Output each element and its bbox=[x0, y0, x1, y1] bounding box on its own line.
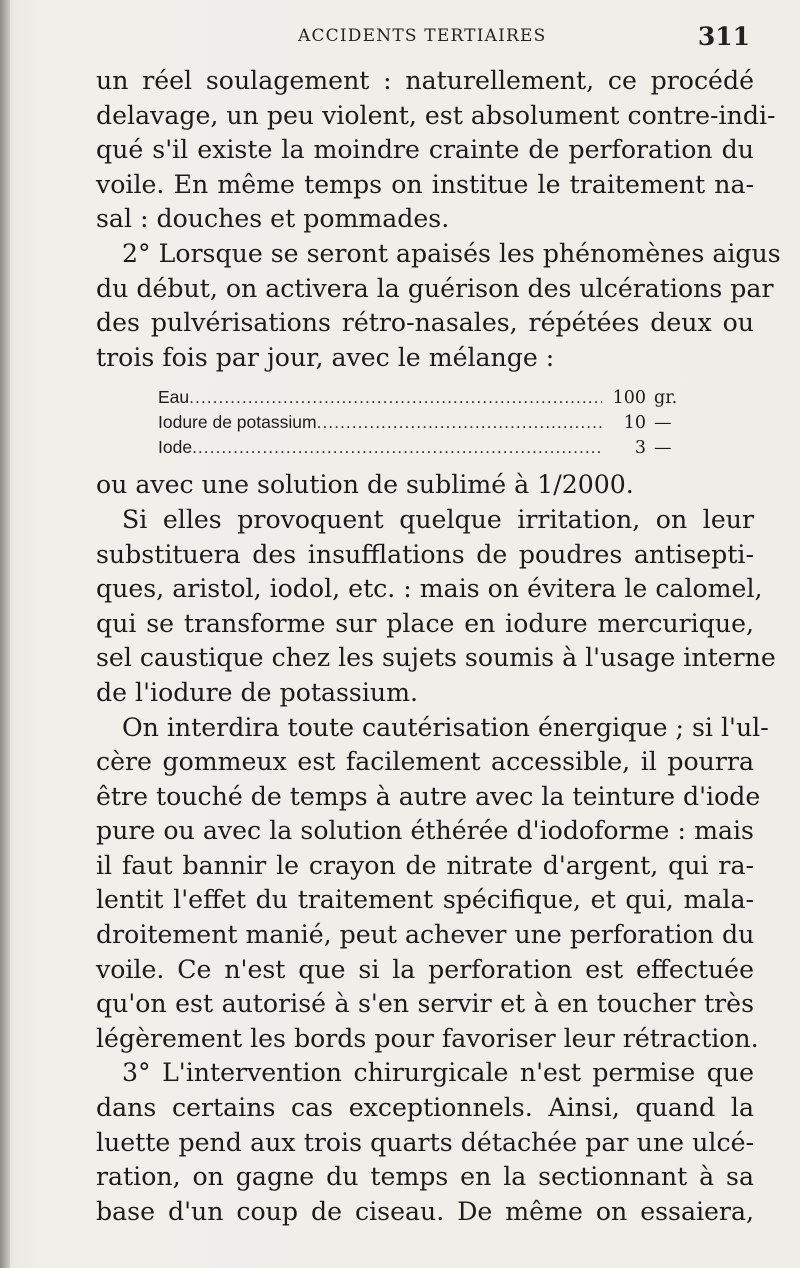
text-line: luette pend aux trois quarts détachée par une ulcé- bbox=[96, 1127, 754, 1157]
text-line: des pulvérisations rétro-nasales, répétées deux ou bbox=[96, 308, 754, 338]
text-line: qui se transforme sur place en iodure mercurique, bbox=[96, 608, 754, 638]
text-line: substituera des insufflations de poudres antisepti- bbox=[96, 539, 754, 569]
page-header bbox=[0, 22, 800, 52]
running-head: ACCIDENTS TERTIAIRES bbox=[298, 26, 547, 46]
ingredient-name: Eau bbox=[158, 387, 190, 408]
text-line: du début, on activera la guérison des ulcérations par bbox=[96, 273, 774, 303]
text-line: dans certains cas exceptionnels. Ainsi, quand la bbox=[96, 1093, 754, 1123]
paragraph-2 bbox=[96, 237, 781, 375]
body-text bbox=[96, 64, 781, 1229]
leader-dots bbox=[192, 435, 602, 459]
text-line: lentit l'effet du traitement spécifique, et qui, mala- bbox=[96, 885, 754, 915]
leader-dots bbox=[189, 385, 602, 409]
text-line: un réel soulagement : naturellement, ce procédé bbox=[96, 66, 754, 95]
text-line: légèrement les bords pour favoriser leur rétraction. bbox=[96, 1023, 759, 1053]
ingredient-unit: — bbox=[654, 413, 672, 434]
text-line: sel caustique chez les sujets soumis à l'usage interne bbox=[96, 643, 776, 673]
text-line: trois fois par jour, avec le mélange : bbox=[96, 342, 555, 372]
ingredient-quantity: 3 bbox=[634, 438, 646, 459]
ingredient-unit: — bbox=[654, 438, 672, 459]
text-line: être touché de temps à autre avec la teinture d'iode bbox=[96, 781, 761, 811]
text-line: base d'un coup de ciseau. De même on essaiera, bbox=[96, 1196, 754, 1226]
text-line: 3° L'intervention chirurgicale n'est permise que bbox=[122, 1058, 754, 1088]
text-line: 2° Lorsque se seront apaisés les phénomènes aigus bbox=[122, 238, 781, 268]
text-line: ques, aristol, iodol, etc. : mais on évitera le calomel, bbox=[96, 574, 763, 604]
page-number: 311 bbox=[697, 22, 750, 51]
text-line: pure ou avec la solution éthérée d'iodoforme : mais bbox=[96, 816, 754, 846]
paragraph-3 bbox=[96, 468, 754, 503]
leader-dots bbox=[317, 410, 602, 434]
recipe-row bbox=[158, 435, 714, 460]
ingredient-unit: gr. bbox=[654, 388, 678, 409]
ingredient-name: Iodure de potassium bbox=[158, 412, 317, 433]
text-line: delavage, un peu violent, est absolument contre-indi- bbox=[96, 100, 776, 130]
text-line: Si elles provoquent quelque irritation, on leur bbox=[122, 504, 754, 534]
recipe-table bbox=[158, 385, 714, 460]
paragraph-4 bbox=[96, 503, 776, 711]
ingredient-quantity: 100 bbox=[612, 388, 646, 409]
recipe-row bbox=[158, 385, 714, 410]
text-line: de l'iodure de potassium. bbox=[96, 677, 419, 707]
ingredient-name: Iode bbox=[158, 437, 193, 458]
text-line: voile. En même temps on institue le traitement na- bbox=[96, 169, 754, 199]
text-line: ou avec une solution de sublimé à 1/2000. bbox=[96, 470, 634, 500]
text-line: il faut bannir le crayon de nitrate d'argent, qui ra- bbox=[96, 850, 754, 880]
recipe-row bbox=[158, 410, 714, 435]
ingredient-quantity: 10 bbox=[623, 413, 646, 434]
text-line: droitement manié, peut achever une perforation du bbox=[96, 920, 755, 950]
paragraph-1 bbox=[96, 64, 776, 237]
text-line: sal : douches et pommades. bbox=[96, 204, 450, 234]
text-line: ration, on gagne du temps en la sectionnant à sa bbox=[96, 1162, 754, 1192]
text-line: voile. Ce n'est que si la perforation est effectuée bbox=[96, 954, 754, 984]
page-binding-edge bbox=[0, 0, 10, 1268]
text-line: qué s'il existe la moindre crainte de perforation du bbox=[96, 135, 754, 165]
paragraph-6 bbox=[96, 1056, 754, 1229]
text-line: On interdira toute cautérisation énergique ; si l'ul- bbox=[122, 712, 769, 742]
paragraph-5 bbox=[96, 711, 769, 1057]
text-line: cère gommeux est facilement accessible, il pourra bbox=[96, 747, 754, 777]
text-line: qu'on est autorisé à s'en servir et à en toucher très bbox=[96, 989, 754, 1019]
